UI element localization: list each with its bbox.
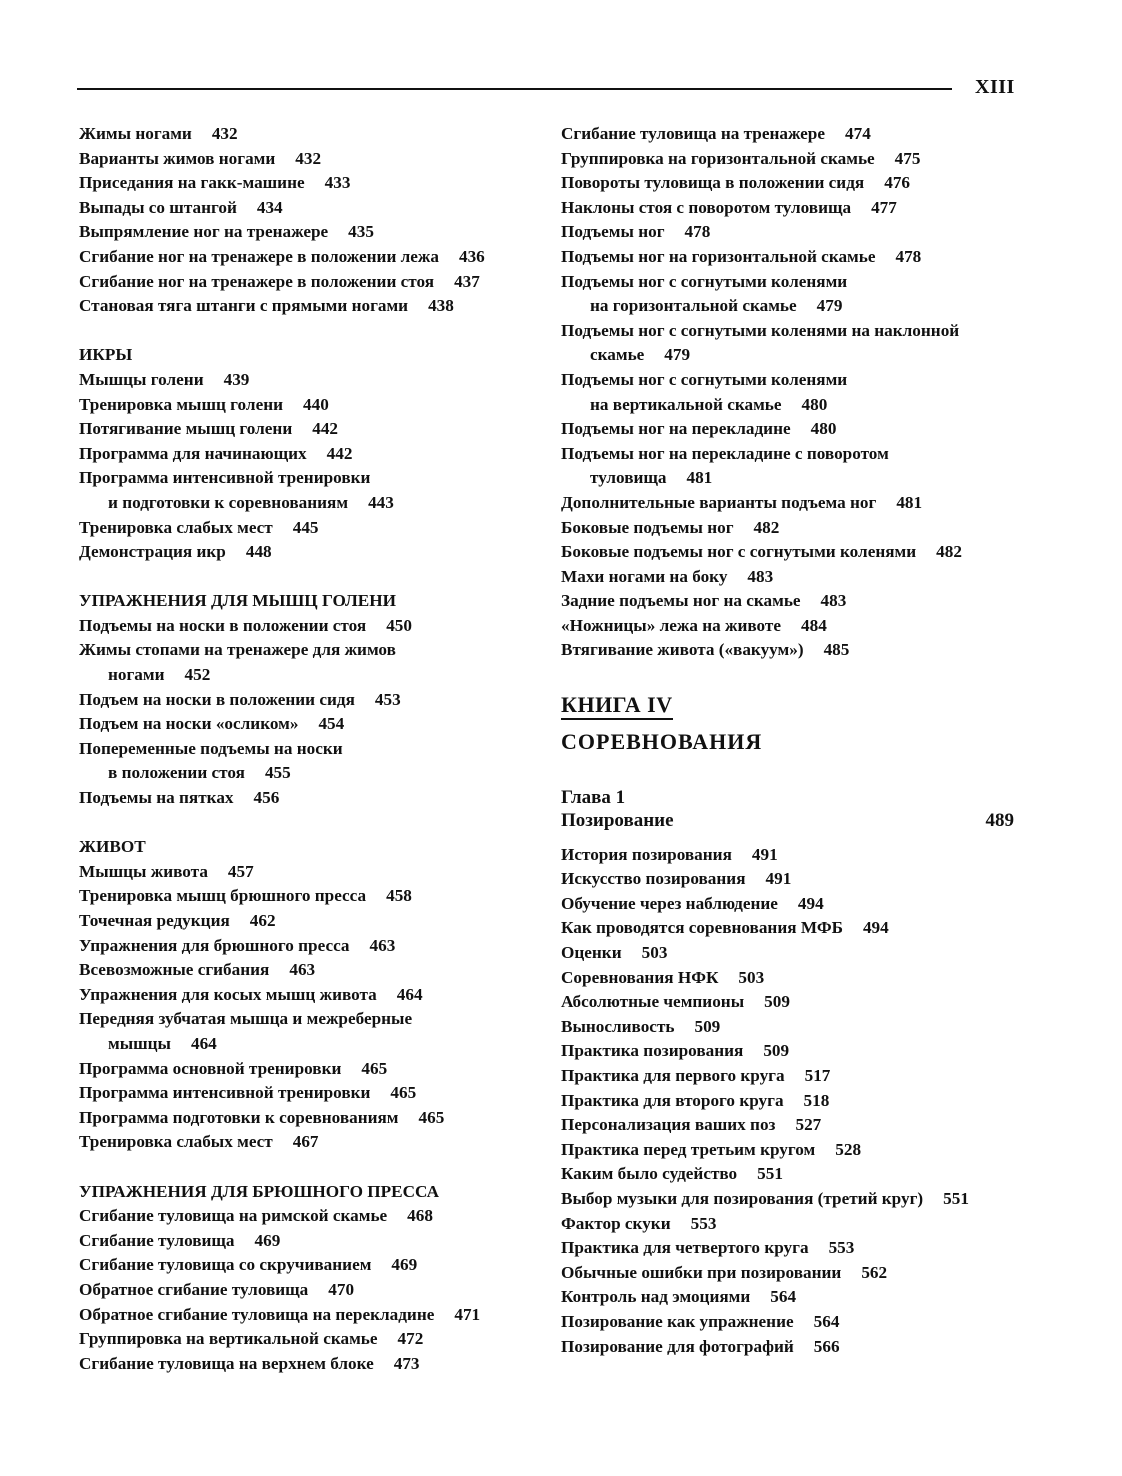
entry-page-number: 528 — [835, 1139, 862, 1159]
entry-title: Сгибание туловища на римской скамье — [79, 1206, 388, 1226]
toc-entry[interactable] — [561, 1335, 1021, 1360]
toc-entry[interactable] — [79, 270, 549, 295]
entry-title: Тренировка мышц голени — [79, 394, 283, 414]
entry-page-number: 551 — [757, 1164, 783, 1184]
entry-title: Персонализация ваших поз — [561, 1115, 776, 1135]
toc-entry[interactable] — [561, 319, 1021, 368]
toc-entry[interactable] — [79, 1057, 549, 1082]
entry-page-number: 482 — [753, 517, 780, 537]
entry-title: Становая тяга штанги с прямыми ногами — [79, 296, 409, 316]
entry-page-number: 437 — [454, 271, 480, 291]
toc-entry[interactable] — [561, 1310, 1021, 1335]
toc-entry[interactable] — [561, 565, 1021, 590]
entry-title: Мышцы голени — [79, 369, 204, 389]
toc-entry[interactable] — [561, 147, 1021, 172]
toc-entry[interactable] — [79, 1229, 549, 1254]
entry-page-number: 465 — [390, 1083, 417, 1103]
entry-title: Фактор скуки — [561, 1213, 671, 1233]
entry-title: Всевозможные сгибания — [79, 960, 270, 980]
entry-title: Тренировка слабых мест — [79, 517, 273, 537]
entry-title: Упражнения для брюшного пресса — [79, 935, 350, 955]
entry-title: Каким было судейство — [561, 1164, 738, 1184]
entry-title: Обратное сгибание туловища — [79, 1279, 309, 1299]
entry-page-number: 503 — [738, 967, 765, 987]
page-number: XIII — [975, 76, 1015, 98]
entry-title: Оценки — [561, 943, 622, 963]
toc-entry[interactable] — [561, 1261, 1021, 1286]
entry-page-number: 469 — [391, 1255, 418, 1275]
entry-page-number: 478 — [684, 222, 711, 242]
toc-entry[interactable] — [79, 1303, 549, 1328]
toc-entry[interactable] — [561, 1236, 1021, 1261]
entry-title: Сгибание туловища на верхнем блоке — [79, 1353, 374, 1373]
entry-page-number: 452 — [184, 665, 211, 685]
toc-entry[interactable] — [561, 540, 1021, 565]
entry-page-number: 475 — [894, 148, 921, 168]
entry-page-number: 436 — [458, 246, 485, 266]
toc-entry[interactable] — [561, 614, 1021, 639]
entry-page-number: 553 — [828, 1238, 855, 1258]
section-heading: УПРАЖНЕНИЯ ДЛЯ МЫШЦ ГОЛЕНИ — [79, 591, 396, 611]
toc-right-column — [561, 122, 1021, 1359]
entry-continuation — [561, 466, 1021, 491]
toc-left-column — [79, 122, 549, 1376]
entry-page-number: 553 — [690, 1213, 717, 1233]
toc-entry[interactable] — [79, 884, 549, 909]
toc-entry[interactable] — [79, 540, 549, 565]
toc-entry[interactable] — [561, 220, 1021, 245]
toc-entry[interactable] — [79, 737, 549, 786]
spacer — [561, 663, 1021, 688]
toc-entry[interactable] — [561, 196, 1021, 221]
entry-page-number: 473 — [393, 1353, 420, 1373]
entry-title: Программа для начинающих — [79, 443, 307, 463]
entry-page-number: 481 — [686, 468, 713, 488]
entry-title: Повороты туловища в положении сидя — [561, 173, 865, 193]
toc-entry[interactable] — [561, 122, 1021, 147]
entry-title: Программа основной тренировки — [79, 1058, 342, 1078]
toc-entry[interactable] — [561, 1089, 1021, 1114]
toc-entry[interactable] — [561, 1212, 1021, 1237]
toc-entry[interactable] — [79, 442, 549, 467]
toc-entry[interactable] — [79, 1081, 549, 1106]
entry-continuation-text: туловища — [590, 468, 667, 488]
entry-page-number: 494 — [797, 893, 824, 913]
toc-entry[interactable] — [561, 1162, 1021, 1187]
entry-title: Обучение через наблюдение — [561, 893, 778, 913]
entry-title: Упражнения для косых мышц живота — [79, 984, 377, 1004]
chapter-title: Позирование — [561, 809, 674, 831]
entry-page-number: 439 — [223, 369, 250, 389]
entry-continuation-text: ногами — [108, 665, 165, 685]
entry-title: Тренировка слабых мест — [79, 1132, 273, 1152]
entry-title: Подъемы ног с согнутыми коленями — [561, 369, 848, 389]
entry-title: История позирования — [561, 844, 732, 864]
entry-page-number: 562 — [861, 1262, 888, 1282]
entry-title: Махи ногами на боку — [561, 566, 728, 586]
section-heading: УПРАЖНЕНИЯ ДЛЯ БРЮШНОГО ПРЕССА — [79, 1181, 440, 1201]
header-rule — [77, 88, 952, 90]
entry-page-number: 479 — [664, 345, 691, 365]
toc-entry[interactable] — [79, 368, 549, 393]
entry-page-number: 456 — [253, 788, 280, 808]
entry-title: Позирование как упражнение — [561, 1311, 794, 1331]
entry-title: Боковые подъемы ног с согнутыми коленями — [561, 542, 917, 562]
entry-continuation-text: на горизонтальной скамье — [590, 296, 797, 316]
entry-title: Программа интенсивной тренировки — [79, 468, 371, 488]
entry-title: Выбор музыки для позирования (третий круг) — [561, 1188, 924, 1208]
toc-entry[interactable] — [79, 294, 549, 319]
entry-title: Подъем на носки «осликом» — [79, 714, 299, 734]
entry-page-number: 518 — [803, 1090, 830, 1110]
entry-title: Практика для первого круга — [561, 1066, 785, 1085]
entry-title: Задние подъемы ног на скамье — [561, 591, 801, 611]
toc-entry[interactable] — [561, 417, 1021, 442]
toc-entry[interactable] — [561, 1015, 1021, 1040]
toc-entry[interactable] — [79, 1278, 549, 1303]
entry-page-number: 491 — [765, 869, 792, 889]
toc-entry[interactable] — [561, 245, 1021, 270]
entry-page-number: 517 — [804, 1066, 831, 1085]
entry-continuation — [79, 1032, 549, 1057]
entry-page-number: 551 — [943, 1188, 969, 1208]
entry-continuation-text: скамье — [590, 345, 645, 365]
entry-page-number: 462 — [249, 911, 276, 930]
toc-entry[interactable] — [79, 196, 549, 221]
entry-page-number: 566 — [813, 1336, 840, 1356]
entry-page-number: 453 — [374, 689, 401, 709]
entry-page-number: 435 — [348, 222, 374, 242]
toc-entry[interactable] — [79, 393, 549, 418]
toc-entry[interactable] — [79, 466, 549, 515]
chapter-page: 489 — [985, 809, 1014, 831]
entry-continuation-text: в положении стоя — [108, 763, 245, 783]
entry-title: Подъемы на пятках — [79, 788, 234, 808]
toc-entry[interactable] — [561, 270, 1021, 319]
toc-entry[interactable] — [79, 1007, 549, 1056]
entry-continuation-text: и подготовки к соревнованиям — [108, 492, 349, 512]
entry-continuation — [79, 491, 549, 516]
toc-entry[interactable] — [79, 860, 549, 885]
entry-title: Тренировка мышц брюшного пресса — [79, 886, 367, 906]
toc-entry[interactable] — [79, 122, 549, 147]
toc-entry[interactable] — [79, 934, 549, 959]
toc-entry[interactable] — [561, 368, 1021, 417]
entry-page-number: 470 — [328, 1279, 355, 1299]
toc-entry[interactable] — [561, 1138, 1021, 1163]
entry-title: Соревнования НФК — [561, 967, 719, 987]
entry-title: Точечная редукция — [79, 911, 230, 930]
toc-entry[interactable] — [79, 245, 549, 270]
entry-title: Обычные ошибки при позировании — [561, 1262, 842, 1282]
entry-page-number: 434 — [256, 197, 283, 217]
entry-title: Сгибание ног на тренажере в положении лежа — [79, 246, 439, 266]
entry-page-number: 463 — [369, 935, 396, 955]
entry-title: Сгибание туловища — [79, 1230, 235, 1250]
entry-title: Искусство позирования — [561, 869, 746, 889]
entry-title: Обратное сгибание туловища на перекладине — [79, 1304, 435, 1324]
entry-page-number: 479 — [816, 296, 843, 316]
toc-entry[interactable] — [561, 1285, 1021, 1310]
entry-page-number: 448 — [245, 542, 272, 562]
entry-page-number: 465 — [361, 1058, 388, 1078]
toc-entry[interactable] — [561, 1187, 1021, 1212]
entry-title: Передняя зубчатая мышца и межреберные — [79, 1009, 413, 1029]
entry-title: Выносливость — [561, 1016, 675, 1036]
entry-title: Практика позирования — [561, 1041, 744, 1061]
toc-entry[interactable] — [79, 1204, 549, 1229]
toc-entry[interactable] — [79, 1327, 549, 1352]
entry-title: Выпрямление ног на тренажере — [79, 222, 329, 242]
toc-entry[interactable] — [561, 442, 1021, 491]
book-title: СОРЕВНОВАНИЯ — [561, 728, 763, 754]
toc-entry[interactable] — [79, 220, 549, 245]
entry-title: Подъемы ног с согнутыми коленями на наклонной — [561, 320, 960, 340]
toc-entry[interactable] — [79, 614, 549, 639]
entry-page-number: 481 — [896, 492, 923, 512]
toc-entry[interactable] — [79, 638, 549, 687]
entry-title: Демонстрация икр — [79, 542, 226, 562]
entry-continuation — [79, 663, 549, 688]
entry-title: Варианты жимов ногами — [79, 148, 276, 168]
entry-title: Подъемы ног с согнутыми коленями — [561, 271, 848, 291]
toc-entry[interactable] — [79, 1352, 549, 1377]
entry-title: Приседания на гакк-машине — [79, 173, 305, 193]
entry-title: Жимы стопами на тренажере для жимов — [79, 640, 396, 660]
entry-title: Практика для четвертого круга — [561, 1238, 809, 1258]
entry-page-number: 471 — [454, 1304, 481, 1324]
entry-title: Подъемы ног на перекладине — [561, 419, 791, 439]
entry-page-number: 457 — [227, 861, 254, 881]
entry-continuation — [561, 393, 1021, 418]
entry-page-number: 509 — [764, 992, 790, 1012]
entry-title: Подъемы ног на горизонтальной скамье — [561, 246, 876, 266]
toc-entry[interactable] — [79, 1253, 549, 1278]
entry-title: Потягивание мышц голени — [79, 419, 293, 439]
entry-title: Жимы ногами — [79, 124, 192, 143]
toc-entry[interactable] — [79, 1106, 549, 1131]
section-heading: ИКРЫ — [79, 345, 133, 365]
entry-title: Абсолютные чемпионы — [561, 992, 745, 1012]
entry-page-number: 442 — [326, 443, 353, 463]
entry-page-number: 509 — [763, 1041, 790, 1061]
toc-entry[interactable] — [561, 1039, 1021, 1064]
entry-page-number: 503 — [641, 943, 668, 963]
toc-entry[interactable] — [561, 516, 1021, 541]
entry-page-number: 482 — [936, 542, 962, 562]
chapter-title-row — [561, 809, 1014, 833]
entry-title: «Ножницы» лежа на животе — [561, 615, 781, 635]
toc-entry[interactable] — [561, 1064, 1021, 1089]
toc-entry[interactable] — [79, 983, 549, 1008]
toc-entry[interactable] — [79, 786, 549, 811]
entry-page-number: 442 — [312, 419, 339, 439]
entry-page-number: 483 — [820, 591, 847, 611]
entry-page-number: 472 — [397, 1329, 424, 1349]
entry-page-number: 464 — [190, 1033, 217, 1053]
toc-entry[interactable] — [79, 688, 549, 713]
book-label: КНИГА IV — [561, 692, 673, 720]
toc-entry[interactable] — [561, 941, 1021, 966]
entry-title: Мышцы живота — [79, 861, 208, 881]
entry-page-number: 477 — [871, 197, 897, 217]
entry-page-number: 450 — [386, 615, 412, 635]
entry-page-number: 455 — [264, 763, 291, 783]
entry-page-number: 564 — [770, 1287, 797, 1307]
entry-page-number: 454 — [318, 714, 345, 734]
entry-page-number: 564 — [813, 1311, 840, 1331]
entry-page-number: 443 — [368, 492, 394, 512]
entry-title: Боковые подъемы ног — [561, 517, 734, 537]
entry-page-number: 445 — [292, 517, 319, 537]
entry-title: Программа подготовки к соревнованиям — [79, 1107, 399, 1127]
chapter-number: Глава 1 — [561, 786, 626, 808]
entry-page-number: 468 — [407, 1206, 433, 1226]
entry-title: Подъемы ног — [561, 222, 665, 242]
entry-continuation-text: на вертикальной скамье — [590, 394, 782, 414]
entry-title: Контроль над эмоциями — [561, 1287, 751, 1307]
entry-title: Сгибание ног на тренажере в положении стоя — [79, 271, 435, 291]
toc-entry[interactable] — [79, 171, 549, 196]
entry-title: Дополнительные варианты подъема ног — [561, 492, 877, 512]
entry-title: Программа интенсивной тренировки — [79, 1083, 371, 1103]
toc-entry[interactable] — [561, 491, 1021, 516]
section-heading: ЖИВОТ — [79, 837, 146, 857]
entry-page-number: 478 — [895, 246, 922, 266]
toc-entry[interactable] — [561, 1113, 1021, 1138]
entry-page-number: 474 — [845, 124, 871, 143]
entry-page-number: 483 — [747, 566, 774, 586]
entry-page-number: 463 — [289, 960, 316, 980]
entry-page-number: 432 — [295, 148, 322, 168]
entry-page-number: 440 — [303, 394, 329, 414]
toc-entry[interactable] — [561, 638, 1021, 663]
entry-continuation — [561, 343, 1021, 368]
entry-page-number: 476 — [884, 173, 910, 193]
entry-title: Практика перед третьим кругом — [561, 1139, 816, 1159]
entry-page-number: 432 — [211, 124, 238, 143]
toc-entry[interactable] — [79, 516, 549, 541]
entry-page-number: 469 — [254, 1230, 281, 1250]
entry-page-number: 464 — [396, 984, 423, 1004]
entry-page-number: 491 — [751, 844, 778, 864]
entry-page-number: 458 — [386, 886, 412, 906]
toc-entry[interactable] — [561, 171, 1021, 196]
entry-page-number: 484 — [801, 615, 827, 635]
entry-page-number: 467 — [292, 1132, 319, 1152]
entry-title: Группировка на горизонтальной скамье — [561, 148, 875, 168]
toc-entry[interactable] — [561, 892, 1021, 917]
entry-title: Выпады со штангой — [79, 197, 237, 217]
entry-title: Практика для второго круга — [561, 1090, 784, 1110]
toc-entry[interactable] — [561, 589, 1021, 614]
entry-page-number: 480 — [810, 419, 837, 439]
entry-page-number: 433 — [324, 173, 351, 193]
entry-page-number: 527 — [795, 1115, 822, 1135]
entry-page-number: 494 — [862, 918, 889, 938]
entry-page-number: 480 — [801, 394, 828, 414]
entry-continuation-text: мышцы — [108, 1033, 171, 1053]
entry-title: Как проводятся соревнования МФБ — [561, 918, 843, 938]
chapter-entries-list — [561, 843, 1021, 1359]
entry-title: Наклоны стоя с поворотом туловища — [561, 197, 852, 217]
entry-title: Группировка на вертикальной скамье — [79, 1329, 378, 1349]
entry-page-number: 509 — [694, 1016, 721, 1036]
entry-title: Подъемы ног на перекладине с поворотом — [561, 443, 889, 463]
entry-title: Сгибание туловища со скручиванием — [79, 1255, 372, 1275]
right-entries-list — [561, 122, 1021, 663]
entry-title: Втягивание живота («вакуум») — [561, 640, 804, 660]
toc-entry[interactable] — [79, 417, 549, 442]
entry-title: Позирование для фотографий — [561, 1336, 794, 1356]
toc-entry[interactable] — [561, 867, 1021, 892]
entry-title: Подъем на носки в положении сидя — [79, 689, 355, 709]
toc-entry[interactable] — [79, 147, 549, 172]
toc-entry[interactable] — [561, 990, 1021, 1015]
toc-entry[interactable] — [561, 916, 1021, 941]
toc-entry[interactable] — [561, 966, 1021, 991]
entry-page-number: 485 — [823, 640, 850, 660]
entry-title: Попеременные подъемы на носки — [79, 738, 343, 758]
entry-title: Подъемы на носки в положении стоя — [79, 615, 367, 635]
entry-page-number: 438 — [428, 296, 454, 316]
entry-title: Сгибание туловища на тренажере — [561, 124, 825, 143]
toc-entry[interactable] — [79, 958, 549, 983]
entry-page-number: 465 — [418, 1107, 445, 1127]
toc-entry[interactable] — [79, 1130, 549, 1155]
entry-continuation — [561, 294, 1021, 319]
toc-entry[interactable] — [561, 843, 1021, 868]
toc-entry[interactable] — [79, 712, 549, 737]
entry-continuation — [79, 761, 549, 786]
toc-entry[interactable] — [79, 909, 549, 934]
